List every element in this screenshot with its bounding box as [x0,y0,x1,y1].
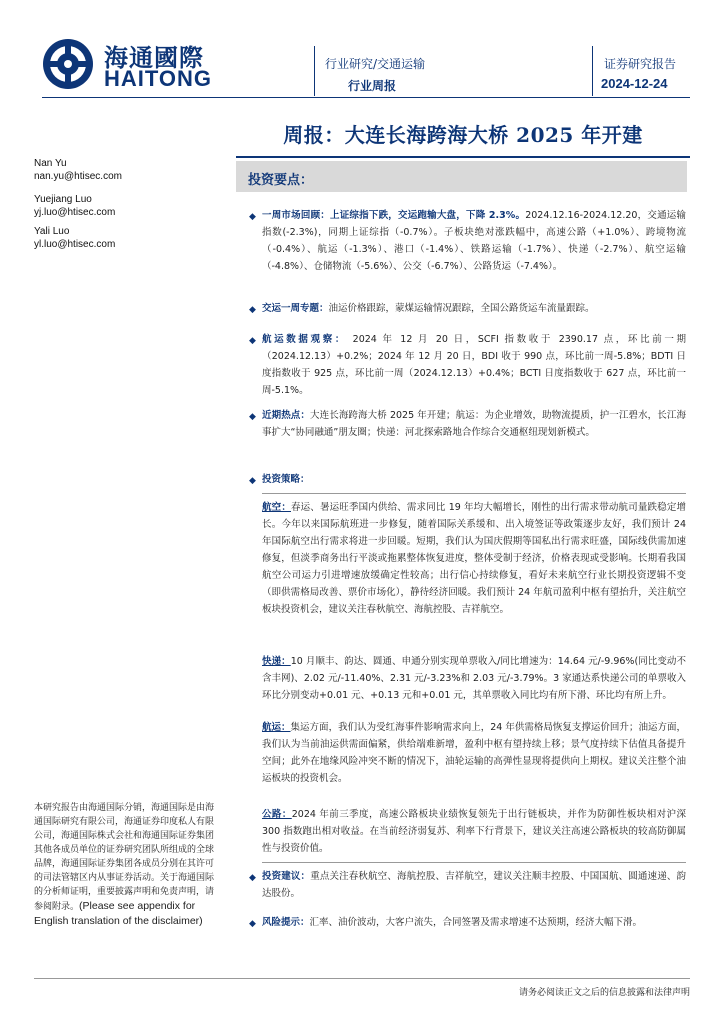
item-label: 风险提示： [262,917,310,928]
summary-item-strategy [262,471,686,488]
analyst-email[interactable]: yl.luo@htisec.com [34,239,116,250]
item-text: 2024.12.16-2024.12.20，交通运输指数(-2.3%)，同期上证综指（-0.7%）。子板块绝对涨跌幅中，高速公路（+1.0%）、跨境物流（-0.4%）、航运（-1.3%）、港口（-1.4%）、铁路运输（-1.7%）、快递（-2.7%）、航空运输（-4.8%）、仓储物流（-5.6%）、公交（-6.7%）、公路货运（-7.4%）。 [262,210,687,272]
report-subcategory: 行业周报 [348,79,397,93]
strategy-label: 公路： [262,809,292,820]
report-type: 证券研究报告 [604,57,677,71]
section-divider [262,862,686,863]
bullet-icon: ◆ [249,305,256,315]
strategy-text: 2024 年前三季度，高速公路板块业绩恢复领先于出行链板块，并作为防御性板块相对沪深 300 指数跑出相对收益。在当前经济弱复苏、利率下行背景下，建议关注高速公路板块的较高防御属性与投资价值。 [262,809,686,854]
summary-item-topic [262,300,686,317]
item-label: 一周市场回顾：上证综指下跌，交运跑输大盘，下降 2.3%。 [262,210,526,221]
bullet-icon: ◆ [249,919,256,929]
strategy-text: 集运方面，我们认为受红海事件影响需求向上，24 年供需格局恢复支撑运价回升；油运方面，我们认为当前油运供需面偏紧，供给端难新增，盈利中枢有望持续上移；景气度持续下估值具备提升空间；此外在地缘风险冲突不断的情况下，油轮运输的高弹性显现将提供向上期权。建议关注整个油运板块的投资机会。 [262,722,686,784]
item-text: 油运价格跟踪，蒙煤运输情况跟踪，全国公路货运车流量跟踪。 [328,303,595,314]
analyst-email[interactable]: nan.yu@htisec.com [34,171,122,182]
analyst-name: Yali Luo [34,226,70,237]
disclaimer [34,801,218,929]
analyst-email[interactable]: yj.luo@htisec.com [34,207,116,218]
disclaimer-cn: 本研究报告由海通国际分销，海通国际是由海通国际研究有限公司，海通证券印度私人有限公司，海通国际株式会社和海通国际证券集团其他各成员单位的证券研究团队所组成的全球品牌，海通国际证券集团各成员分别在其许可的司法管辖区内从事证券活动。关于海通国际的分析师证明，重要披露声明和免责声明，请参阅附录。 [34,803,215,912]
summary-item-market-review [262,207,686,275]
bullet-icon: ◆ [249,412,256,422]
bullet-icon: ◆ [249,336,256,346]
strategy-label: 快递： [262,656,291,667]
item-label: 投资策略： [262,474,310,485]
item-label: 投资建议： [262,871,311,882]
item-label: 近期热点： [262,410,311,421]
summary-header [236,161,687,192]
summary-item-recommendation [262,868,686,902]
analyst-name: Yuejiang Luo [34,194,92,205]
header-rule [42,97,690,98]
header-divider [592,46,593,96]
strategy-text: 春运、暑运旺季国内供给、需求同比 19 年均大幅增长，刚性的出行需求带动航司量跌稳定增长。今年以来国际航班进一步修复，随着国际关系缓和、出入境签证等政策逐步友好，我们预计 24 年国际航空出行需求将进一步回暖。短期，我们认为国庆假期等国私出行需求旺盛，国际线供需加速修复，但淡季商务出行平淡或拖累整体恢复进度，整体受制于经济，价格表现或受影响。长期看我国航空公司运力引进增速放缓确定性较高；出行信心持续修复，看好未来航空行业长期投资逻辑不变（即供需格局改善、票价市场化），静待经济回暖。我们预计 24 年航司盈利中枢有望抬升，关注航空板块投资机会，建议关注春秋航空、海航控股、吉祥航空。 [262,502,686,615]
bullet-icon: ◆ [249,873,256,883]
item-text: 汇率、油价波动，大客户流失，合同签署及需求增速不达预期，经济大幅下滑。 [309,917,643,928]
page-title: 周报：大连长海跨海大桥 2025 年开建 [283,123,643,147]
item-label: 航运数据观察： [262,334,347,345]
summary-heading: 投资要点： [248,173,314,188]
item-text: 2024 年 12 月 20 日，SCFI 指数收于 2390.17 点，环比前一期（2024.12.13）+0.2%；2024 年 12 月 20 日，BDI 收于 990 点，环比前一周-5.8%；BDTI 日度指数收于 925 点，环比前一周（2024.12.13）+0.4%；BCTI 日度指数收于 627 点，环比前一周-5.1%。 [262,334,686,396]
summary-item-hot-topics [262,407,686,441]
analyst-name: Nan Yu [34,158,67,169]
report-category: 行业研究/交通运输 [325,57,426,71]
haitong-logo-icon [42,38,94,90]
strategy-label: 航空： [262,502,291,513]
report-date: 2024-12-24 [601,76,668,91]
bullet-icon: ◆ [249,476,256,486]
strategy-highway [262,806,686,857]
disclaimer-en[interactable]: (Please see appendix for English translation of the disclaimer) [34,900,203,927]
item-text: 大连长海跨海大桥 2025 年开建；航运：为企业增效，助物流提质，护一江碧水，长江海事扩大“协同融通”朋友圈；快递：河北探索路地合作综合交通枢纽现划新模式。 [262,410,686,438]
header-divider [314,46,315,96]
logo-chinese-name: 海通國際 [104,43,204,72]
strategy-label: 航运： [262,722,291,733]
summary-item-risk [262,914,686,931]
summary-item-shipping-data [262,331,686,399]
strategy-express [262,653,686,704]
item-text: 重点关注春秋航空、海航控股、吉祥航空，建议关注顺丰控股、中国国航、圆通速递、韵达股份。 [262,871,686,899]
strategy-shipping [262,719,686,787]
item-label: 交运一周专题： [262,303,329,314]
bullet-icon: ◆ [249,212,256,222]
footer-note: 请务必阅读正文之后的信息披露和法律声明 [518,988,690,998]
strategy-aviation [262,499,686,618]
strategy-text: 10 月顺丰、韵达、圆通、申通分别实现单票收入/同比增速为：14.64 元/-9.96%(同比变动不含丰网)、2.02 元/-11.40%、2.31 元/-3.23%和 2.03 元/-3.79%。3 家通达系快递公司的单票收入环比分别变动+0.01 元、+0.13 元和+0.01 元，其单票收入同比均有所下滑、环比均有所上升。 [262,656,686,701]
footer-rule [34,978,690,979]
logo-english-name: HAITONG [104,66,213,91]
section-divider [262,493,686,494]
title-rule [236,156,690,158]
